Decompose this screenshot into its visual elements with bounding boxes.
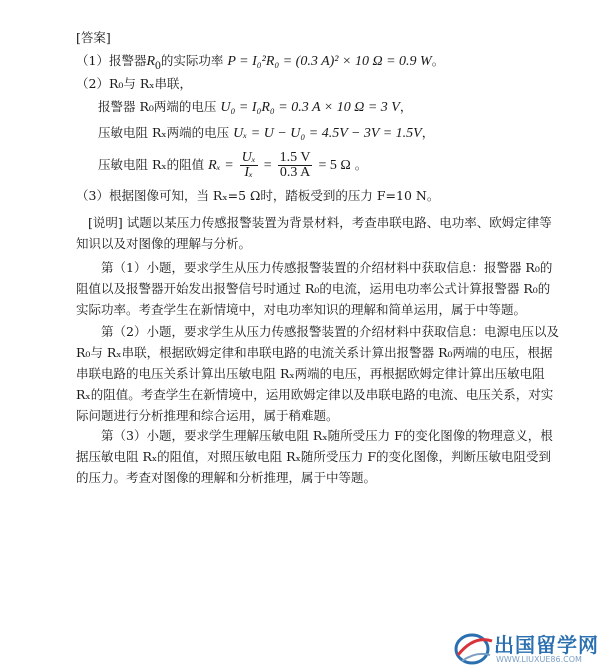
fraction-values — [278, 151, 313, 180]
q2-line4 — [98, 149, 367, 182]
explain-p0: [说明] 试题以某压力传感报警装置为背景材料，考查串联电路、电功率、欧姆定律等知识以及对图像的理解与分析。 — [76, 215, 552, 251]
q2-line2-math: U₀ = I₀R₀ = 0.3 A × 10 Ω = 3 V — [220, 100, 400, 115]
explain-p1: 第（1）小题，要求学生从压力传感报警装置的介绍材料中获取信息：报警器 R₀的阻值以及报警器开始发出报警信号时通过 R₀的电流，运用电功率公式计算报警器 R₀的实际功率。考查学生在新情境中，对电功率知识的理解和简单运用，属于中等题。 — [76, 260, 553, 317]
q3-line: （3）根据图像可知，当 Rₓ=5 Ω时，踏板受到的压力 F=10 N。 — [76, 188, 440, 203]
frac2-numerator: 1.5 V — [279, 150, 311, 165]
frac1-numerator: Uₓ — [241, 150, 256, 165]
q2-line3-end: ， — [421, 125, 435, 140]
q2-line3-text: 压敏电阻 Rₓ两端的电压 — [98, 125, 230, 140]
q2-line1: （2）R₀与 Rₓ串联， — [76, 76, 193, 91]
q2-line2-text: 报警器 R₀两端的电压 — [98, 99, 217, 114]
equals-sign: = — [263, 158, 272, 173]
q2-line2 — [98, 98, 412, 117]
globe-icon — [452, 625, 496, 669]
q2-line4-rhs: = 5 Ω — [318, 158, 351, 173]
q1-prefix: （1）报警器 — [76, 53, 147, 68]
answer-header: [答案] — [76, 30, 111, 45]
q2-line2-end: ， — [399, 99, 413, 114]
q2-line4-lhs: Rₓ = — [208, 158, 234, 173]
q1-end: 。 — [431, 53, 445, 68]
q1-formula: P = I₀²R₀ = (0.3 A)² × 10 Ω = 0.9 W — [227, 54, 432, 69]
q1-mid: 的实际功率 — [160, 53, 224, 68]
watermark-logo — [452, 625, 612, 670]
explain-p2: 第（2）小题，要求学生从压力传感报警装置的介绍材料中获取信息：电源电压以及 R₀与 Rₓ串联，根据欧姆定律和串联电路的电流关系计算出报警器 R₀两端的电压，根据串联电路的电压关系计算出压敏电阻 Rₓ两端的电压，再根据欧姆定律计算出压敏电阻 Rₓ的阻值。考查学生在新情境中，运用欧姆定律以及串联电路的电流、电压关系，对实际问题进行分析推理和综合运用，属于稍难题。 — [76, 324, 559, 423]
q1-line — [76, 52, 444, 75]
watermark-url: WWW.LIUXUE86.COM — [496, 655, 582, 664]
frac1-denominator: Iₓ — [244, 165, 253, 180]
frac2-denominator: 0.3 A — [279, 165, 311, 180]
q1-r0: $R_0$ — [146, 54, 161, 72]
q2-line3-math: Uₓ = U − U₀ = 4.5V − 3V = 1.5V — [233, 126, 422, 141]
q2-line3 — [98, 124, 434, 143]
q2-line4-text: 压敏电阻 Rₓ的阻值 — [98, 157, 205, 172]
q2-line4-end: 。 — [354, 157, 368, 172]
fraction-u-over-i — [240, 151, 258, 180]
explain-p3: 第（3）小题，要求学生理解压敏电阻 Rₓ随所受压力 F的变化图像的物理意义，根据压敏电阻 Rₓ的阻值，对照压敏电阻 Rₓ随所受压力 F的变化图像，判断压敏电阻受到的压力。考查对图像的理解和分析推理，属于中等题。 — [76, 428, 553, 485]
watermark-name: 出国留学网 — [494, 633, 599, 657]
